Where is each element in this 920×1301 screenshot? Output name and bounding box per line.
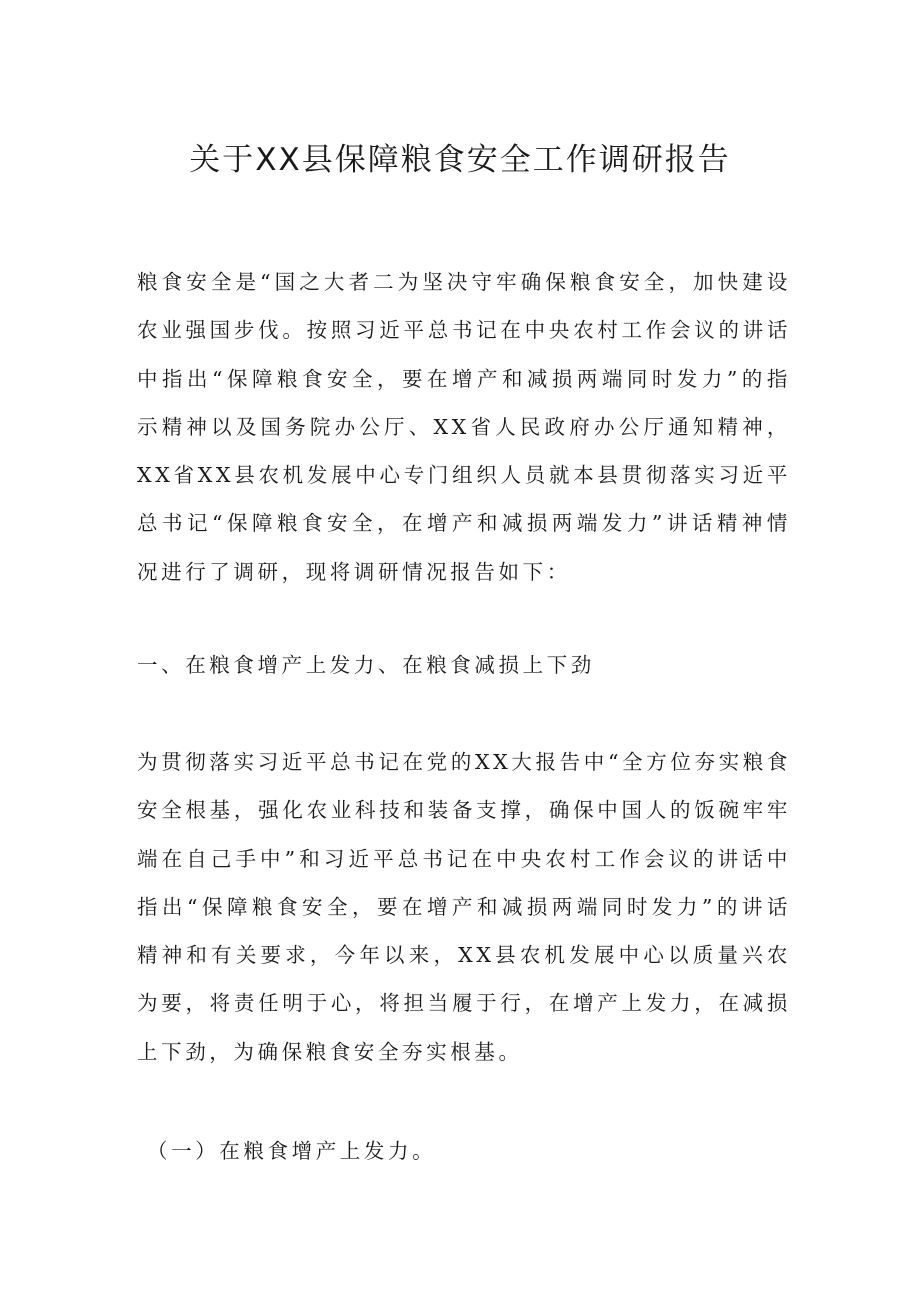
document-title: 关于XX县保障粮食安全工作调研报告 [189,142,731,178]
intro-paragraph: 粮食安全是“国之大者二为坚决守牢确保粮食安全，加快建设农业强国步伐。按照习近平总书记在中央农村工作会议的讲话中指出“保障粮食安全，要在增产和减损两端同时发力”的指示精神以及国务院办公厅、XX省人民政府办公厅通知精神，XX省XX县农机发展中心专门组织人员就本县贯彻落实习近平总书记“保障粮食安全，在增产和减损两端发力”讲话精神情况进行了调研，现将调研情况报告如下： [137,270,791,584]
subsection-heading-1: （一）在粮食增产上发力。 [147,1139,437,1163]
section-1-paragraph: 为贯彻落实习近平总书记在党的XX大报告中“全方位夯实粮食安全根基，强化农业科技和装备支撑，确保中国人的饭碗牢牢端在自己手中”和习近平总书记在中央农村工作会议的讲话中指出“保障粮食安全，要在增产和减损两端同时发力”的讲话精神和有关要求，今年以来，XX县农机发展中心以质量兴农为要，将责任明于心，将担当履于行，在增产上发力，在减损上下劲，为确保粮食安全夯实根基。 [137,750,791,1064]
section-heading-1: 一、在粮食增产上发力、在粮食减损上下劲 [137,653,595,677]
